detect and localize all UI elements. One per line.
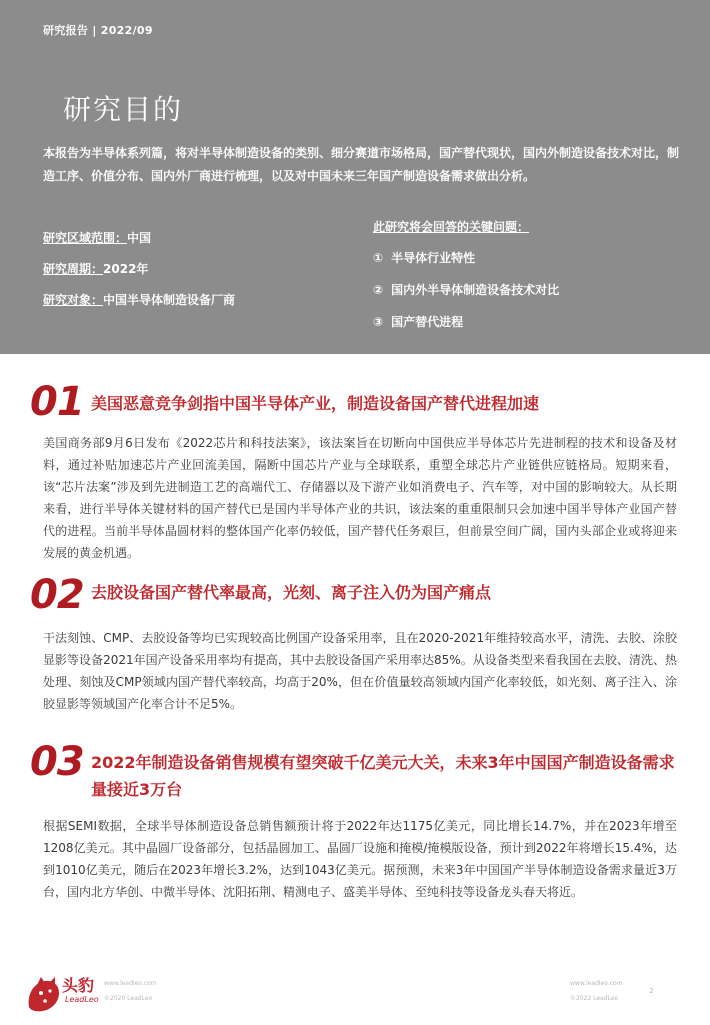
question-number: ①: [373, 251, 384, 265]
hero-banner: [0, 0, 710, 354]
intro-paragraph: 本报告为半导体系列篇，将对半导体制造设备的类别、细分赛道市场格局，国产替代现状，国内外制造设备技术对比，制造工序、价值分布、国内外厂商进行梳理，以及对中国未来三年国产制造设备需求做出分析。: [43, 146, 680, 183]
meta-period: [43, 260, 235, 291]
questions-heading: 此研究将会回答的关键问题：: [373, 220, 530, 234]
footer-url-left[interactable]: www.leadleo.com: [104, 980, 157, 987]
question-text: 半导体行业特性: [391, 251, 476, 265]
question-text: 国内外半导体制造设备技术对比: [391, 283, 560, 297]
footer-copyright-right: ©2022 LeadLeo: [570, 995, 619, 1002]
meta-object-label: 研究对象：: [43, 293, 104, 307]
meta-object-value: 中国半导体制造设备厂商: [103, 293, 236, 307]
question-item: [373, 313, 559, 345]
meta-object: [43, 291, 235, 322]
section-title: 美国恶意竞争剑指中国半导体产业，制造设备国产替代进程加速: [91, 394, 540, 413]
page-number: 2: [649, 987, 654, 995]
footer-copyright-left: ©2020 LeadLeo: [104, 995, 153, 1002]
key-questions: [373, 218, 559, 345]
question-text: 国产替代进程: [391, 315, 464, 329]
section-title: 去胶设备国产替代率最高，光刻、离子注入仍为国产痛点: [91, 583, 492, 602]
section-number: 03: [30, 739, 84, 785]
research-meta: [43, 229, 235, 322]
section-body: 美国商务部9月6日发布《2022芯片和科技法案》，该法案旨在切断向中国供应半导体芯片先进制程的技术和设备及材料，通过补贴加速芯片产业回流美国，隔断中国芯片产业与全球联系，重塑全球芯片产业链供应链格局。短期来看，该“芯片法案”涉及到先进制造工艺的高端代工、存储器以及下游产业如消费电子、汽车等，对中国的影响较大。从长期来看，进行半导体关键材料的国产替代已是国内半导体产业的共识，该法案的重重限制只会加速中国半导体产业国产替代的进程。当前半导体晶圆材料的整体国产化率仍较低，国产替代任务艰巨，但前景空间广阔，国内头部企业或将迎来发展的黄金机遇。: [43, 436, 677, 560]
brand-name-en: LeadLeo: [65, 995, 99, 1004]
brand-name-cn: 头豹: [62, 976, 95, 995]
meta-period-label: 研究周期：: [43, 262, 104, 276]
meta-period-value: 2022年: [103, 262, 149, 276]
section-number: 01: [30, 379, 84, 425]
section-02: [0, 572, 710, 715]
section-body: 根据SEMI数据，全球半导体制造设备总销售额预计将于2022年达1175亿美元，同比增长14.7%，并在2023年增至1208亿美元。其中晶圆厂设备部分，包括晶圆加工、晶圆厂设施和掩模/掩模版设备，预计到2022年将增长15.4%，达到1010亿美元，随后在2023年增长3.2%，达到1043亿美元。据预测，未来3年中国国产半导体制造设备需求量近3万台，国内北方华创、中微半导体、沈阳拓荆、精测电子、盛美半导体、至纯科技等设备龙头春天将近。: [43, 819, 677, 899]
footer-url-right[interactable]: www.leadleo.com: [570, 980, 623, 987]
section-title: 2022年制造设备销售规模有望突破千亿美元大关，未来3年中国国产制造设备需求量接近3万台: [91, 753, 675, 799]
section-01: [0, 379, 710, 562]
meta-region-value: 中国: [127, 231, 152, 245]
page-title: 研究目的: [63, 93, 184, 126]
section-03: [0, 739, 710, 922]
question-item: [373, 281, 559, 313]
section-number: 02: [30, 572, 84, 618]
meta-region: [43, 229, 235, 260]
report-tag: 研究报告 | 2022/09: [43, 24, 153, 37]
question-item: [373, 249, 559, 281]
question-number: ③: [373, 315, 384, 329]
question-number: ②: [373, 283, 384, 297]
meta-region-label: 研究区域范围：: [43, 231, 128, 245]
page-footer: [0, 965, 710, 1025]
section-body: 干法刻蚀、CMP、去胶设备等均已实现较高比例国产设备采用率，且在2020-2021年维持较高水平，清洗、去胶、涂胶显影等设备2021年国产设备采用率均有提高，其中去胶设备国产采用率达85%。从设备类型来看我国在去胶、清洗、热处理、刻蚀及CMP领域内国产替代率较高，均高于20%，但在价值量较高领域内国产化率较低，如光刻、离子注入、涂胶显影等领域国产化率合计不足5%。: [43, 631, 677, 711]
